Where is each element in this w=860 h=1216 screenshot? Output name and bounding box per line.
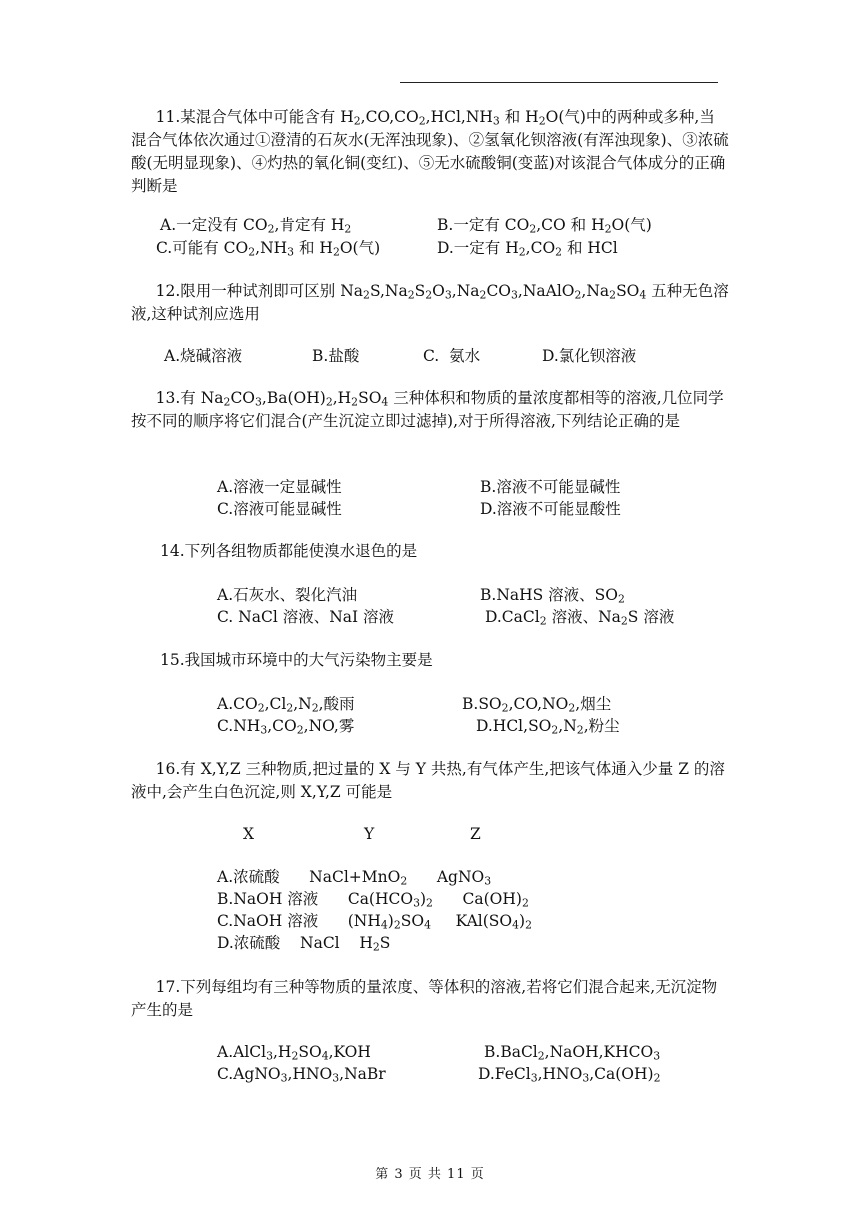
question-16-option-d: D.浓硫酸 NaCl $H_2S$ xyxy=(217,934,391,954)
question-15-option-c: $C.NH_3,CO_2,NO$,雾 xyxy=(217,717,355,737)
page-footer: 第 3 页 共 11 页 xyxy=(375,1167,485,1182)
question-15-stem: 15.我国城市环境中的大气污染物主要是 xyxy=(160,651,433,669)
question-15-option-d: $D.HCl,SO_2,N_2$,粉尘 xyxy=(476,717,620,737)
question-16-stem: 16.有 X,Y,Z 三种物质,把过量的 X 与 Y 共热,有气体产生,把该气体通入少量 Z 的溶液中,会产生白色沉淀,则 X,Y,Z 可能是 xyxy=(131,760,725,801)
question-11-option-a: A.一定没有 $CO_2$,肯定有 $H_2$ xyxy=(160,216,352,236)
question-15-option-b: $B.SO_2,CO,NO_2$,烟尘 xyxy=(462,695,612,715)
question-17-option-b: $B.BaCl_2,NaOH,KHCO_3$ xyxy=(484,1043,661,1063)
question-13-stem: 13.有 $Na_2CO_3,Ba(OH)_2,H_2SO_4$ 三种体积和物质的量浓度都相等的溶液,几位同学按不同的顺序将它们混合(产生沉淀立即过滤掉),对于所得溶液,下列结论正确的是 xyxy=(131,389,724,430)
question-13-option-b: B.溶液不可能显碱性 xyxy=(480,478,621,496)
question-14-option-a: A.石灰水、裂化汽油 xyxy=(217,586,358,604)
question-16-header-x: X xyxy=(243,825,255,843)
question-16-header-y: Y xyxy=(364,825,375,843)
question-13-option-c: C.溶液可能显碱性 xyxy=(217,500,342,518)
question-15-option-a: $A.CO_2,Cl_2,N_2$,酸雨 xyxy=(217,695,355,715)
question-11-stem: 11.某混合气体中可能含有 $H_2,CO,CO_2,HCl,NH_3$ 和 $H_2O$(气)中的两种或多种,当混合气体依次通过①澄清的石灰水(无浑浊现象)、②氢氧化钡溶液(有浑浊现象)、③浓硫酸(无明显现象)、④灼热的氧化铜(变红)、⑤无水硫酸铜(变蓝)对该混合气体成分的正确判断是 xyxy=(131,108,729,195)
question-12-option-a: A.烧碱溶液 xyxy=(164,347,243,365)
question-17-option-c: $C.AgNO_3,HNO_3,NaBr$ xyxy=(217,1065,386,1085)
question-14-option-c: C. NaCl 溶液、NaI 溶液 xyxy=(217,608,395,626)
question-14-option-b: B.NaHS 溶液、$SO_2$ xyxy=(480,586,625,606)
question-17-option-d: $D.FeCl_3,HNO_3,Ca(OH)_2$ xyxy=(478,1065,661,1085)
question-12-option-c: C. 氨水 xyxy=(423,347,481,365)
question-17-stem: 17.下列每组均有三种等物质的量浓度、等体积的溶液,若将它们混合起来,无沉淀物产生的是 xyxy=(131,978,718,1019)
question-13-option-a: A.溶液一定显碱性 xyxy=(217,478,342,496)
header-rule xyxy=(400,82,718,83)
question-11-option-d: D.一定有 $H_2,CO_2$ 和 HCl xyxy=(437,239,618,259)
question-12-option-b: B.盐酸 xyxy=(312,347,360,365)
question-16-header-z: Z xyxy=(470,825,481,843)
question-17-option-a: $A.AlCl_3,H_2SO_4,KOH$ xyxy=(217,1043,371,1063)
question-11-option-b: B.一定有 $CO_2,CO$ 和 $H_2O$(气) xyxy=(437,216,652,236)
question-14-option-d: D.CaCl$_2$ 溶液、$Na_2S$ 溶液 xyxy=(485,608,675,628)
question-16-option-c: C.NaOH 溶液 $(NH_4)_2SO_4$ $KAl(SO_4)_2$ xyxy=(217,912,532,932)
question-16-option-b: B.NaOH 溶液 $Ca(HCO_3)_2$ $Ca(OH)_2$ xyxy=(217,890,529,910)
question-12-stem: 12.限用一种试剂即可区别 $Na_2S,Na_2S_2O_3,Na_2CO_3,NaAlO_2,Na_2SO_4$ 五种无色溶液,这种试剂应选用 xyxy=(131,282,729,323)
question-11-option-c: C.可能有 $CO_2,NH_3$ 和 $H_2O$(气) xyxy=(156,239,381,259)
question-12-option-d: D.氯化钡溶液 xyxy=(542,347,637,365)
question-16-option-a: A.浓硫酸 NaCl+MnO$_2$ AgNO$_3$ xyxy=(217,868,492,888)
question-14-stem: 14.下列各组物质都能使溴水退色的是 xyxy=(160,542,418,560)
question-13-option-d: D.溶液不可能显酸性 xyxy=(480,500,621,518)
